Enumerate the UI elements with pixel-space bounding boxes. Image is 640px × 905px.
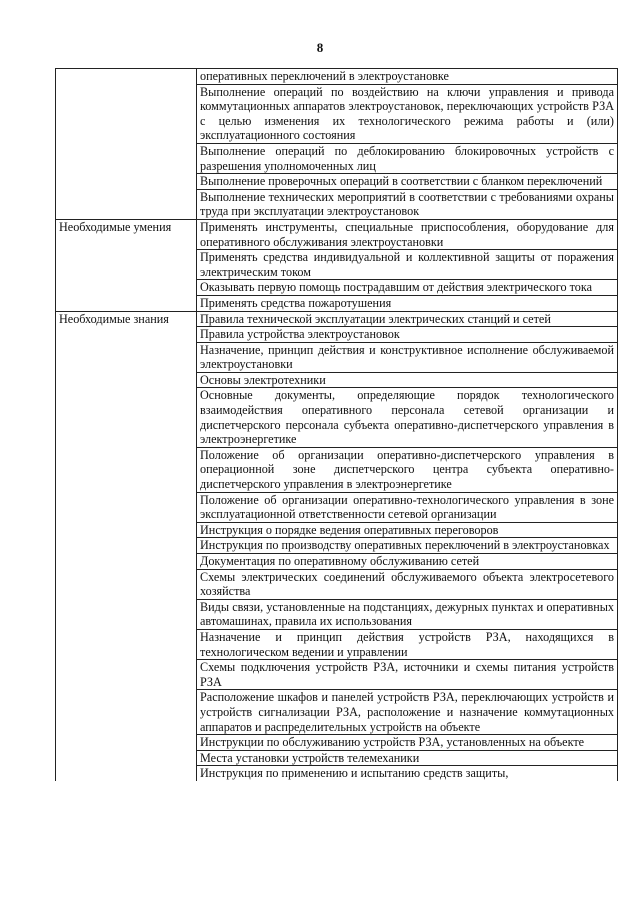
requirement-cell: Виды связи, установленные на подстанциях, дежурных пунктах и оперативных автомашинах, правила их использования (197, 599, 618, 629)
section-label: Необходимые знания (56, 311, 197, 781)
requirement-cell: Правила устройства электроустановок (197, 327, 618, 343)
requirement-cell: Правила технической эксплуатации электрических станций и сетей (197, 311, 618, 327)
requirement-cell: Назначение, принцип действия и конструктивное исполнение обслуживаемой электроустановки (197, 342, 618, 372)
requirement-cell: Применять средства пожаротушения (197, 295, 618, 311)
requirements-table (55, 68, 618, 781)
requirement-cell: Схемы электрических соединений обслуживаемого объекта электросетевого хозяйства (197, 569, 618, 599)
requirement-cell: Инструкция по применению и испытанию средств защиты, (197, 766, 618, 781)
requirement-cell: Инструкции по обслуживанию устройств РЗА, установленных на объекте (197, 735, 618, 751)
requirement-cell: Места установки устройств телемеханики (197, 750, 618, 766)
requirement-cell: Выполнение операций по воздействию на ключи управления и привода коммутационных аппаратов электроустановок, переключающих устройств РЗА с целью изменения их технологического режима работы и (или) эксплуатационного состояния (197, 84, 618, 143)
requirement-cell: Применять средства индивидуальной и коллективной защиты от поражения электрическим током (197, 250, 618, 280)
requirement-cell: Применять инструменты, специальные приспособления, оборудование для оперативного обслуживания электроустановки (197, 219, 618, 249)
requirement-cell: Положение об организации оперативно-технологического управления в зоне эксплуатационной ответственности сетевой организации (197, 492, 618, 522)
requirement-cell: оперативных переключений в электроустановке (197, 69, 618, 85)
requirement-cell: Оказывать первую помощь пострадавшим от действия электрического тока (197, 280, 618, 296)
requirement-cell: Расположение шкафов и панелей устройств РЗА, переключающих устройств и устройств сигнализации РЗА, расположение и назначение коммутационных аппаратов и распределительных устройств на объекте (197, 690, 618, 735)
requirement-cell: Основы электротехники (197, 372, 618, 388)
requirement-cell: Выполнение технических мероприятий в соответствии с требованиями охраны труда при эксплуатации электроустановок (197, 189, 618, 219)
requirement-cell: Назначение и принцип действия устройств РЗА, находящихся в технологическом ведении и управлении (197, 629, 618, 659)
requirement-cell: Выполнение проверочных операций в соответствии с бланком переключений (197, 174, 618, 190)
requirement-cell: Схемы подключения устройств РЗА, источники и схемы питания устройств РЗА (197, 660, 618, 690)
requirement-cell: Документация по оперативному обслуживанию сетей (197, 554, 618, 570)
page-number: 8 (316, 40, 324, 55)
table-row (56, 69, 618, 85)
section-label: Необходимые умения (56, 219, 197, 311)
section-label (56, 69, 197, 220)
requirement-cell: Инструкция по производству оперативных переключений в электроустановках (197, 538, 618, 554)
table-row (56, 311, 618, 327)
table-row (56, 219, 618, 249)
requirement-cell: Выполнение операций по деблокированию блокировочных устройств с разрешения уполномоченных лиц (197, 143, 618, 173)
requirement-cell: Инструкция о порядке ведения оперативных переговоров (197, 522, 618, 538)
requirement-cell: Положение об организации оперативно-диспетчерского управления в операционной зоне диспетчерского центра субъекта оперативно-диспетчерского управления в электроэнергетике (197, 447, 618, 492)
requirement-cell: Основные документы, определяющие порядок технологического взаимодействия оперативного персонала сетевой организации и диспетчерского персонала субъекта оперативно-диспетчерского управления в электроэнергетике (197, 388, 618, 447)
